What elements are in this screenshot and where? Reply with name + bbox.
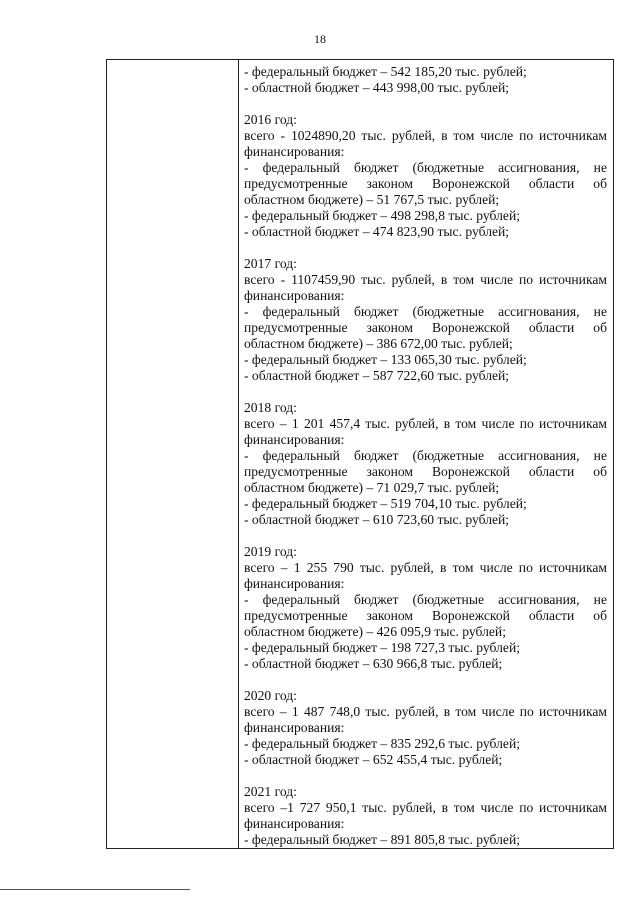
budget-line: - областной бюджет – 610 723,60 тыс. рублей;	[244, 512, 510, 527]
budget-line: - федеральный бюджет (бюджетные ассигнования, не	[244, 304, 607, 319]
budget-line: финансирования:	[244, 816, 345, 831]
budget-line: - областной бюджет – 474 823,90 тыс. рублей;	[244, 224, 510, 239]
budget-line: - областной бюджет – 587 722,60 тыс. рублей;	[244, 368, 510, 383]
year-section	[244, 688, 607, 768]
budget-line: - областной бюджет – 443 998,00 тыс. рублей;	[244, 80, 510, 95]
budget-line: областном бюджете) – 426 095,9 тыс. рублей;	[244, 624, 506, 639]
top-lines	[244, 64, 607, 96]
budget-line: - федеральный бюджет – 542 185,20 тыс. рублей;	[244, 64, 527, 79]
funding-table	[106, 59, 614, 849]
budget-line: - федеральный бюджет – 198 727,3 тыс. рублей;	[244, 640, 520, 655]
budget-line: - федеральный бюджет (бюджетные ассигнования, не	[244, 592, 607, 607]
budget-line: - областной бюджет – 630 966,8 тыс. рублей;	[244, 656, 503, 671]
budget-line: - федеральный бюджет – 835 292,6 тыс. рублей;	[244, 736, 520, 751]
year-heading: 2016 год:	[244, 112, 297, 127]
budget-line: - федеральный бюджет – 891 805,8 тыс. рублей;	[244, 832, 520, 847]
budget-line: всего - 1024890,20 тыс. рублей, в том числе по источникам	[244, 128, 607, 143]
budget-line: областном бюджете) – 71 029,7 тыс. рублей;	[244, 480, 500, 495]
table-left-column	[107, 60, 239, 848]
budget-line: предусмотренные законом Воронежской области об	[244, 176, 607, 191]
year-heading: 2019 год:	[244, 544, 297, 559]
year-section	[244, 256, 607, 384]
year-section	[244, 112, 607, 240]
budget-line: финансирования:	[244, 432, 345, 447]
budget-line: финансирования:	[244, 144, 345, 159]
year-section	[244, 544, 607, 672]
budget-line: - федеральный бюджет – 519 704,10 тыс. рублей;	[244, 496, 527, 511]
year-section	[244, 784, 607, 848]
budget-line: - областной бюджет – 652 455,4 тыс. рублей;	[244, 752, 503, 767]
footnote-separator	[0, 889, 190, 890]
budget-line: областном бюджете) – 386 672,00 тыс. рублей;	[244, 336, 513, 351]
page-number: 18	[314, 32, 326, 46]
budget-line: финансирования:	[244, 288, 345, 303]
budget-line: всего – 1 255 790 тыс. рублей, в том числе по источникам	[244, 560, 607, 575]
budget-line: финансирования:	[244, 720, 345, 735]
budget-line: всего – 1 201 457,4 тыс. рублей, в том числе по источникам	[244, 416, 607, 431]
budget-line: предусмотренные законом Воронежской области об	[244, 608, 607, 623]
budget-line: предусмотренные законом Воронежской области об	[244, 320, 607, 335]
year-heading: 2020 год:	[244, 688, 297, 703]
year-heading: 2017 год:	[244, 256, 297, 271]
budget-line: - федеральный бюджет – 133 065,30 тыс. рублей;	[244, 352, 527, 367]
year-heading: 2018 год:	[244, 400, 297, 415]
budget-line: финансирования:	[244, 576, 345, 591]
year-section	[244, 400, 607, 528]
year-heading: 2021 год:	[244, 784, 297, 799]
budget-line: - федеральный бюджет – 498 298,8 тыс. рублей;	[244, 208, 520, 223]
budget-line: всего –1 727 950,1 тыс. рублей, в том числе по источникам	[244, 800, 607, 815]
budget-line: - федеральный бюджет (бюджетные ассигнования, не	[244, 448, 607, 463]
budget-line: областном бюджете) – 51 767,5 тыс. рублей;	[244, 192, 500, 207]
budget-line: предусмотренные законом Воронежской области об	[244, 464, 607, 479]
table-right-column	[239, 60, 613, 848]
budget-line: всего - 1107459,90 тыс. рублей, в том числе по источникам	[244, 272, 607, 287]
year-sections	[244, 112, 607, 848]
budget-line: всего – 1 487 748,0 тыс. рублей, в том числе по источникам	[244, 704, 607, 719]
budget-line: - федеральный бюджет (бюджетные ассигнования, не	[244, 160, 607, 175]
